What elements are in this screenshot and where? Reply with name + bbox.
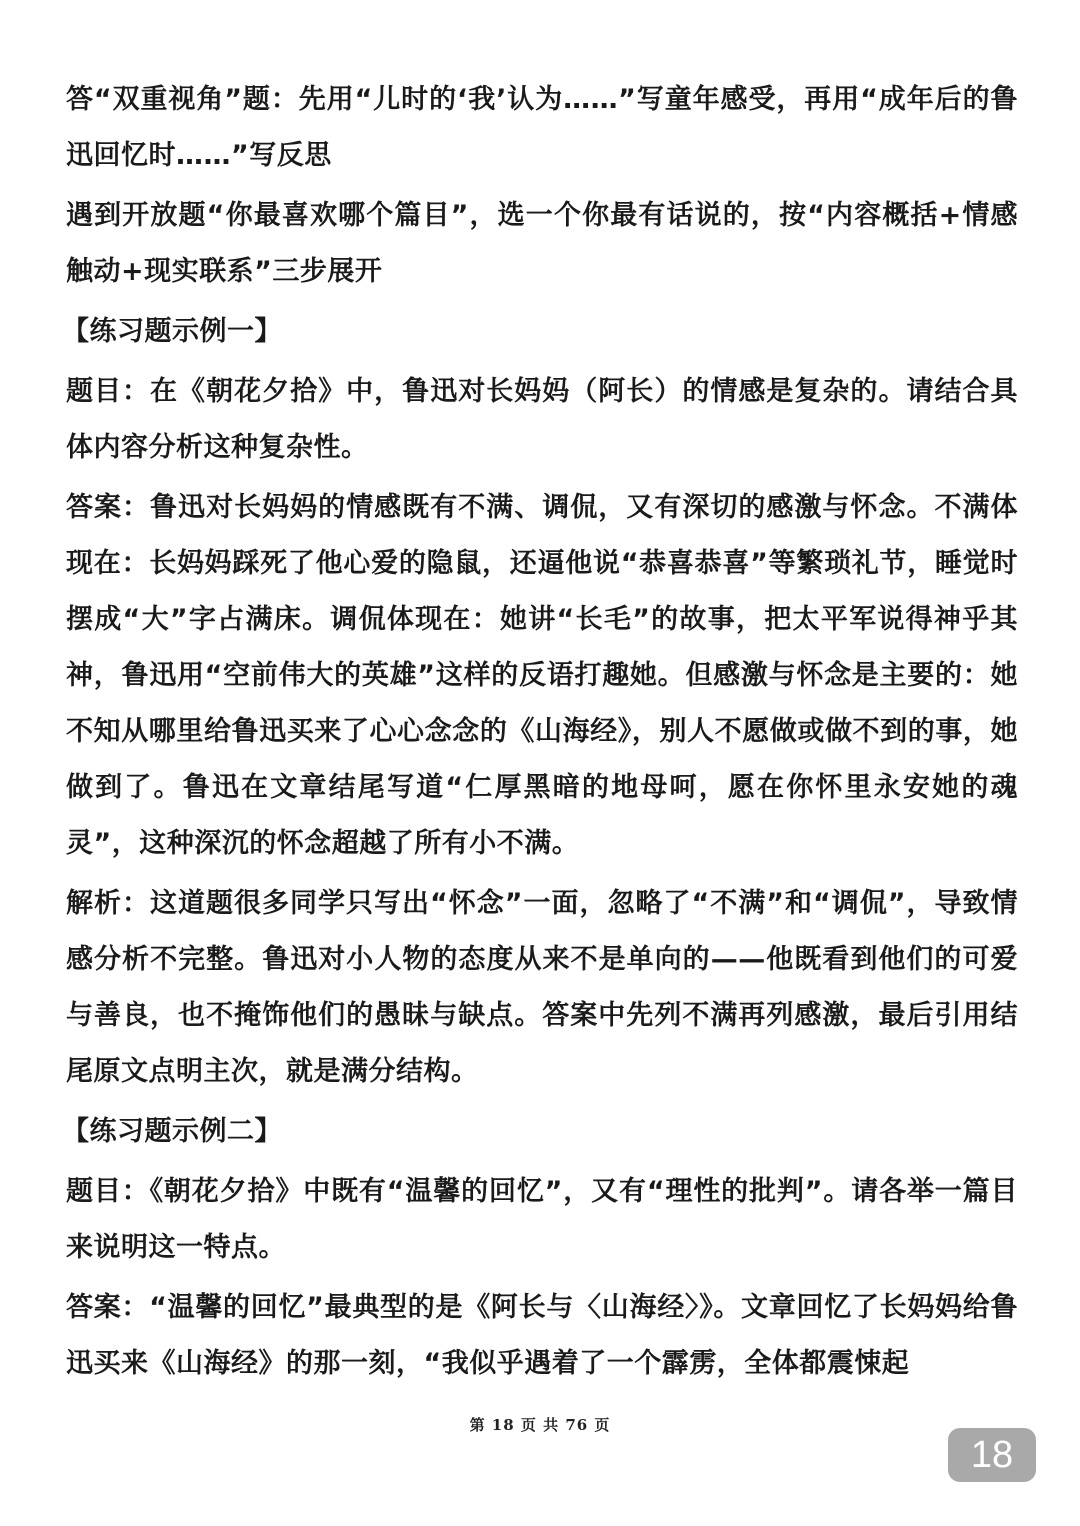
page-number-badge: 18	[948, 1428, 1036, 1482]
example-2-question: 题目：《朝花夕拾》中既有“温馨的回忆”，又有“理性的批判”。请各举一篇目来说明这一特点。	[66, 1176, 1018, 1263]
paragraph-open-question-tip: 遇到开放题“你最喜欢哪个篇目”，选一个你最有话说的，按“内容概括+情感触动+现实联系”三步展开	[66, 200, 1018, 287]
page-footer: 第 18 页 共 76 页	[469, 1416, 611, 1434]
example-2-answer: 答案：“温馨的回忆”最典型的是《阿长与〈山海经〉》。文章回忆了长妈妈给鲁迅买来《山海经》的那一刻，“我似乎遇着了一个霹雳，全体都震悚起	[66, 1292, 1018, 1379]
example-1-question: 题目：在《朝花夕拾》中，鲁迅对长妈妈（阿长）的情感是复杂的。请结合具体内容分析这种复杂性。	[66, 376, 1018, 463]
section-heading-example-1: 【练习题示例一】	[62, 316, 282, 347]
document-body	[62, 72, 1018, 1396]
example-1-analysis: 解析：这道题很多同学只写出“怀念”一面，忽略了“不满”和“调侃”，导致情感分析不完整。鲁迅对小人物的态度从来不是单向的——他既看到他们的可爱与善良，也不掩饰他们的愚昧与缺点。答案中先列不满再列感激，最后引用结尾原文点明主次，就是满分结构。	[66, 888, 1018, 1087]
paragraph-dual-perspective-tip: 答“双重视角”题：先用“儿时的‘我’认为……”写童年感受，再用“成年后的鲁迅回忆时……”写反思	[66, 84, 1018, 171]
section-heading-example-2: 【练习题示例二】	[62, 1116, 282, 1147]
example-1-answer: 答案：鲁迅对长妈妈的情感既有不满、调侃，又有深切的感激与怀念。不满体现在：长妈妈踩死了他心爱的隐鼠，还逼他说“恭喜恭喜”等繁琐礼节，睡觉时摆成“大”字占满床。调侃体现在：她讲“长毛”的故事，把太平军说得神乎其神，鲁迅用“空前伟大的英雄”这样的反语打趣她。但感激与怀念是主要的：她不知从哪里给鲁迅买来了心心念念的《山海经》，别人不愿做或做不到的事，她做到了。鲁迅在文章结尾写道“仁厚黑暗的地母呵，愿在你怀里永安她的魂灵”，这种深沉的怀念超越了所有小不满。	[66, 492, 1018, 859]
